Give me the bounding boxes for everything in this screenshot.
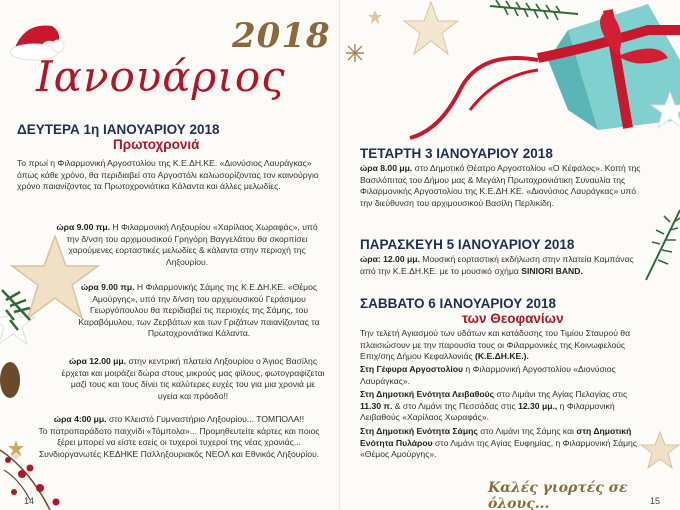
event3-time: ώρα 12.00 μμ. <box>69 356 127 366</box>
day6-para2 <box>360 389 646 424</box>
day6-para3 <box>360 426 646 461</box>
day6-p3-bold2: στη Δημοτική Ενότητα Πυλάρου <box>360 426 632 448</box>
day6-intro-text: Την τελετή Αγιασμού των υδάτων και κατάδυσης του Τιμίου Σταυρού θα πλαισιώσουν με την παρουσία τους οι Φιλαρμονικές της Κοινωφελούς Επιχ/σης Δήμου Κεφαλλονιάς <box>360 328 631 362</box>
snowflake-icon <box>346 44 364 62</box>
day3-heading: ΤΕΤΑΡΤΗ 3 ΙΑΝΟΥΑΡΙΟΥ 2018 <box>360 146 553 161</box>
gold-star-bottom-icon <box>640 430 680 470</box>
event4-more: Το πατροπαράδοτο παιχνίδι «Τόμπολα»... Προμηθευτείτε κάρτες και ποιος ξέρει μπορεί να είστε εσείς οι τυχεροί τυχεροί της νέας χρονιάς... <box>38 425 320 448</box>
right-page <box>340 0 680 510</box>
day3-body: στο Δημοτικό Θέατρο Αργοστολίου «Ο Κέφαλος». Κοπή της Βασιλόπιτας του Δήμου μας & Μεγάλη Πρωτοχρονιάτικη Συναυλία της Φιλαρμονικής Αργοστολίου της Κ.Ε.ΔΗ.ΚΕ. «Διονύσιος Λαυράγκας» υπό την διεύθυνση του αρχιμουσικού Βασίλη Περλικίδη. <box>360 163 641 208</box>
day5-text <box>360 254 642 277</box>
day5-heading: ΠΑΡΑΣΚΕΥΗ 5 ΙΑΝΟΥΑΡΙΟΥ 2018 <box>360 237 575 252</box>
day1-heading: ΔΕΥΤΕΡΑ 1η ΙΑΝΟΥΑΡΙΟΥ 2018 <box>17 122 220 137</box>
day1-event2 <box>70 282 328 340</box>
day1-intro: Το πρωί η Φιλαρμονική Αργοστολίου της Κ.Ε.ΔΗ.ΚΕ. «Διονύσιος Λαυράγκας» όπως κάθε χρόνο, θα περιδιαβεί στο Αργοστόλι καλωσορίζοντας τον καινούργιο χρόνο παιανίζοντας τα Πρωτοχρονιάτικα Κάλαντα και άλλες μελωδίες. <box>17 158 319 192</box>
event1-time: ώρα 9.00 πμ. <box>56 222 110 232</box>
day6-p2-mid: & στο Λιμάνι της Πεσσάδας στις <box>392 400 519 411</box>
day5-time: ώρα: 12.00 μμ. <box>360 254 420 264</box>
day1-event4 <box>34 414 324 460</box>
day6-p3-text: στο Λιμάνι της Σάμης και <box>477 426 577 436</box>
day1-subtitle: Πρωτοχρονιά <box>113 137 200 152</box>
day6-p1-bold: Στη Γέφυρα Αργοστολίου <box>360 364 464 374</box>
day6-p2-bold: Στη Δημοτική Ενότητα Λειβαθούς <box>360 389 495 399</box>
event3-text: στην κεντρική πλατεία Ληξουρίου ο Άγιος Βασίλης έρχεται και μοιράζει δώρα στους μικρούς μας φίλους, φωτογραφίζεται μαζί τους και τους δίνει τις καλύτερες ευχές του για μια χρονιά με υγεία και πρόοδο!! <box>61 356 325 401</box>
day1-event3 <box>60 356 326 402</box>
day6-p3-bold: Στη Δημοτική Ενότητα Σάμης <box>360 426 478 436</box>
pine-branch-right-icon <box>640 200 680 290</box>
day6-p2-end: η Φιλαρμονική Λειβαθούς «Χαρίλαος Χωραφάς». <box>360 400 615 423</box>
page-number-left: 14 <box>24 496 35 506</box>
day5-body: Μουσική εορταστική εκδήλωση στην πλατεία Καμπάνας από την Κ.Ε.ΔΗ.ΚΕ. με το μουσικό σχήμα <box>360 254 634 276</box>
event1-text: Η Φιλαρμονική Ληξουρίου «Χαρίλαος Χωραφάς», υπό την δ/νση του αρχιμουσικού Γρηγόρη Βαγγελάτου θα σκορπίσει χαρούμενες εορταστικές μελωδίες & κάλαντα στην περιοχή της Ληξουρίου. <box>66 222 318 267</box>
pine-branch-top-icon <box>490 0 580 40</box>
greeting-text: Καλές γιορτές σε όλους... <box>488 480 628 510</box>
day6-intro <box>360 328 646 363</box>
small-gold-star-icon <box>8 440 24 456</box>
event2-text: Η Φιλαρμονικής Σάμης της Κ.Ε.ΔΗ.ΚΕ. «Θέμος Αμούργης», υπό την δ/νση του αρχιμουσικού Γεράσιμου Γεωργόπουλου θα περιδιαβεί τις περιοχές της Σάμης, του Καραβόμυλου, των Ζερβάτων και των Γριζάτων παιανίζοντας τα Πρωτοχρονιάτικα Κάλαντα. <box>78 282 320 339</box>
day6-p2-text: στο Λιμάνι της Αγίας Πελαγίας στις <box>494 389 628 399</box>
page-number-right: 15 <box>650 496 661 506</box>
year-title: 2018 <box>232 16 331 56</box>
day6-subtitle: των Θεοφανίων <box>462 311 564 326</box>
event4-organizers: Συνδιοργανωτές ΚΕΔΗΚΕ Παλληξουριακός ΝΕΟΛ και Εθνικός Ληξουρίου. <box>38 448 320 459</box>
day6-p3-end: στο Λιμάνι της Αγίας Ευφημίας, η Φιλαρμονική Σάμης «Θέμος Αμούργης». <box>360 437 637 460</box>
month-title: Ιανουάριος <box>36 52 286 101</box>
small-star-icon <box>368 10 382 24</box>
day3-text <box>360 163 642 209</box>
day5-band: SINIORI BAND. <box>521 265 583 276</box>
day3-time: ώρα 8.00 μμ. <box>360 163 413 173</box>
pine-branch-icon <box>0 280 40 360</box>
day6-p1-text: η Φιλαρμονική Αργοστολίου «Διονύσιος Λαυράγκας». <box>360 364 616 386</box>
day6-heading: ΣΑΒΒΑΤΟ 6 ΙΑΝΟΥΑΡΙΟΥ 2018 <box>360 296 557 311</box>
day6-para1 <box>360 364 646 387</box>
event4-time: ώρα 4:00 μμ. <box>53 414 107 424</box>
gold-star-icon-right <box>402 0 460 58</box>
day1-event1 <box>50 222 324 268</box>
event2-time: ώρα 9.00 πμ. <box>80 282 135 292</box>
day6-p2-time1: 11.30 π. <box>360 400 393 411</box>
day6-intro-bold: (Κ.Ε.ΔΗ.ΚΕ.). <box>475 351 529 362</box>
day6-p2-time2: 12.30 μμ., <box>518 400 558 411</box>
event4-text: στο Κλειστό Γυμναστήριο Ληξουρίου... ΤΟΜΠΟΛΑ!! <box>106 414 305 424</box>
white-star-icon-right <box>650 90 680 130</box>
pine-cone-icon <box>0 360 24 400</box>
